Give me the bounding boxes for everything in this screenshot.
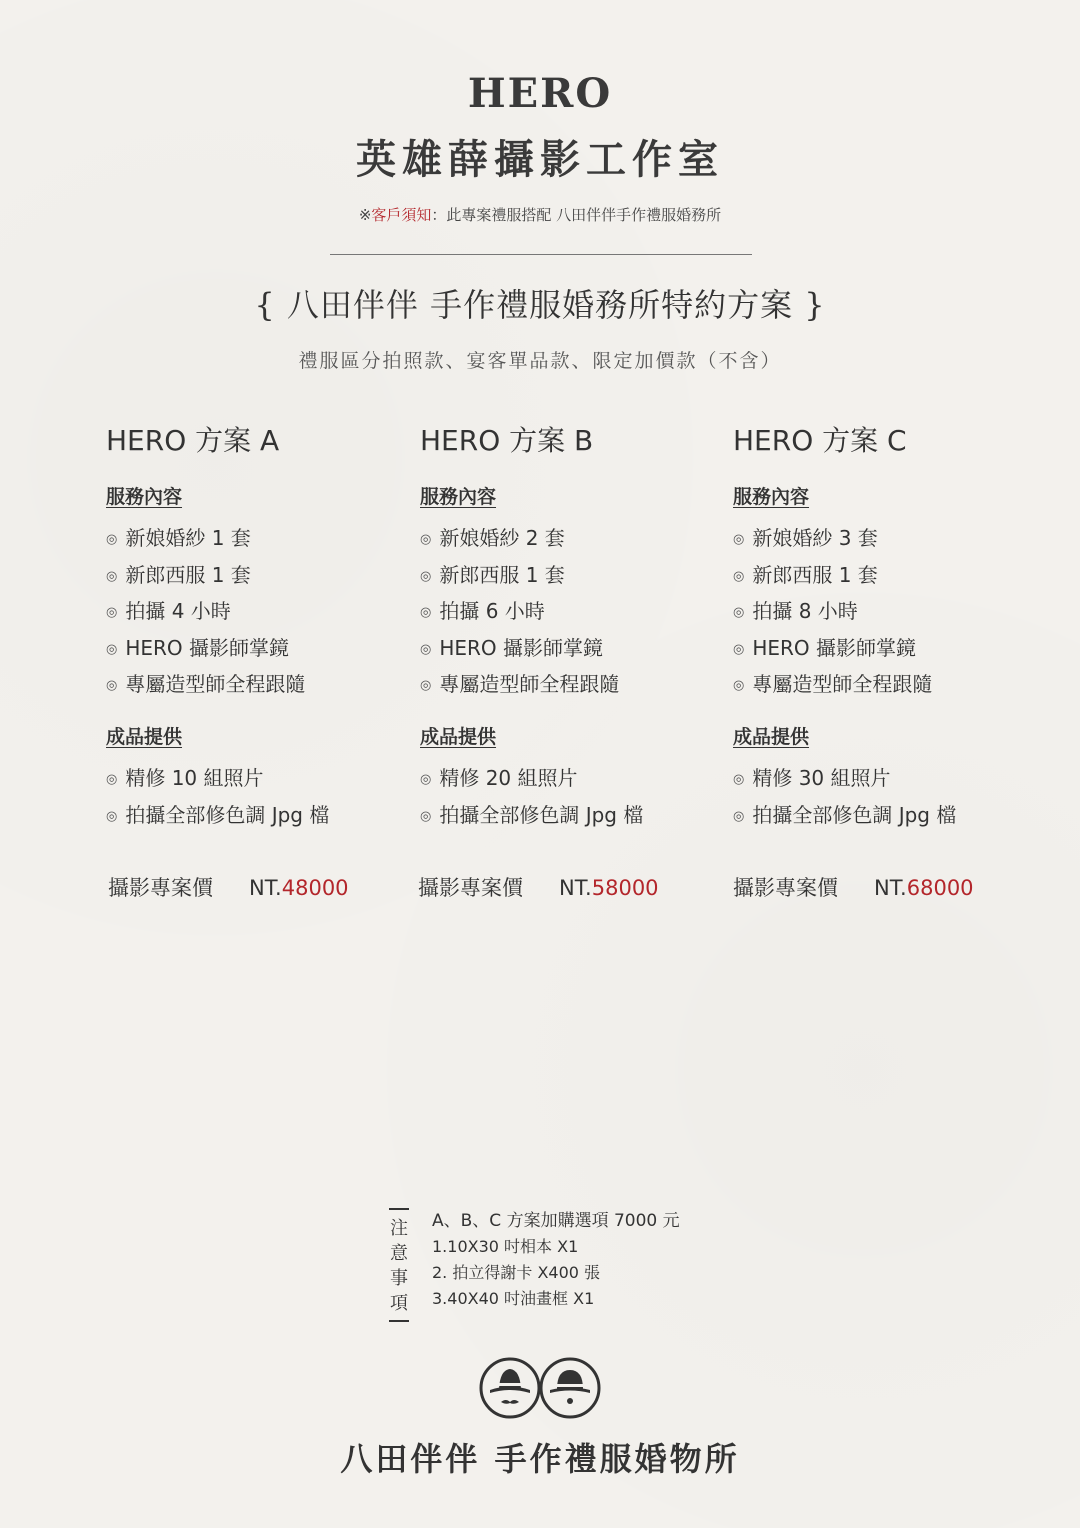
bullet-icon: ◎ bbox=[420, 641, 432, 657]
price-prefix: NT. bbox=[874, 876, 907, 900]
services-list bbox=[106, 520, 406, 703]
notes-line: 2. 拍立得謝卡 X400 張 bbox=[432, 1263, 601, 1282]
list-item: ◎ 專屬造型師全程跟隨 bbox=[733, 672, 933, 696]
price-row-b bbox=[418, 872, 659, 902]
list-item: ◎ HERO 攝影師掌鏡 bbox=[420, 635, 604, 660]
list-item: ◎ 精修 30 組照片 bbox=[733, 766, 891, 790]
price-label: 攝影專案價 bbox=[733, 876, 838, 900]
services-list bbox=[733, 520, 1033, 703]
list-item: ◎ 精修 10 組照片 bbox=[106, 766, 264, 790]
notes-label-text: 注意事項 bbox=[390, 1218, 408, 1314]
bullet-icon: ◎ bbox=[733, 641, 745, 657]
list-item: ◎ 新郎西服 1 套 bbox=[106, 562, 251, 587]
notes-list bbox=[432, 1208, 680, 1312]
notes-line: A、B、C 方案加購選項 7000 元 bbox=[432, 1211, 680, 1231]
studio-name: 英雄薛攝影工作室 bbox=[356, 137, 724, 183]
plan-name: HERO 方案 A bbox=[106, 424, 280, 457]
notes-line: 1.10X30 吋相本 X1 bbox=[432, 1237, 579, 1256]
products-heading: 成品提供 bbox=[420, 726, 497, 748]
price-value: 48000 bbox=[281, 876, 349, 900]
bullet-icon: ◎ bbox=[733, 568, 745, 584]
list-item: ◎ 精修 20 組照片 bbox=[420, 766, 578, 790]
products-heading: 成品提供 bbox=[106, 726, 183, 748]
list-item: ◎ 專屬造型師全程跟隨 bbox=[106, 672, 306, 696]
bullet-icon: ◎ bbox=[420, 568, 432, 584]
bullet-icon: ◎ bbox=[733, 772, 745, 787]
bullet-icon: ◎ bbox=[106, 568, 118, 584]
list-item: ◎ 拍攝全部修色調 Jpg 檔 bbox=[733, 802, 957, 827]
bullet-icon: ◎ bbox=[106, 532, 118, 547]
products-heading: 成品提供 bbox=[733, 726, 810, 748]
bullet-icon: ◎ bbox=[420, 532, 432, 547]
bullet-icon: ◎ bbox=[106, 772, 118, 787]
bullet-icon: ◎ bbox=[106, 641, 118, 657]
list-item: ◎ HERO 攝影師掌鏡 bbox=[106, 635, 290, 660]
plan-column-b bbox=[420, 420, 720, 833]
products-list bbox=[106, 760, 406, 833]
divider bbox=[330, 254, 752, 255]
notes-label bbox=[386, 1216, 412, 1316]
bullet-icon: ◎ bbox=[106, 678, 118, 693]
notice-prefix: ※ bbox=[358, 206, 372, 224]
plan-column-c bbox=[733, 420, 1033, 833]
bullet-icon: ◎ bbox=[106, 808, 118, 824]
list-item: ◎ 新郎西服 1 套 bbox=[420, 562, 565, 587]
price-prefix: NT. bbox=[249, 876, 282, 900]
bullet-icon: ◎ bbox=[733, 605, 745, 620]
notes-label-box bbox=[386, 1208, 412, 1324]
plan-name: HERO 方案 C bbox=[733, 424, 907, 457]
list-item: ◎ 拍攝 6 小時 bbox=[420, 599, 545, 623]
hat-logo-icon bbox=[478, 1356, 602, 1420]
bullet-icon: ◎ bbox=[420, 808, 432, 824]
list-item: ◎ 拍攝 8 小時 bbox=[733, 599, 858, 623]
services-list bbox=[420, 520, 720, 703]
price-label: 攝影專案價 bbox=[108, 876, 213, 900]
list-item: ◎ 專屬造型師全程跟隨 bbox=[420, 672, 620, 696]
plan-column-a bbox=[106, 420, 406, 833]
list-item: ◎ 拍攝全部修色調 Jpg 檔 bbox=[106, 802, 330, 827]
list-item: ◎ 新郎西服 1 套 bbox=[733, 562, 878, 587]
notes-bottom-rule bbox=[389, 1320, 409, 1322]
plan-title: { 八田伴伴 手作禮服婚務所特約方案 } bbox=[254, 286, 826, 324]
bullet-icon: ◎ bbox=[106, 605, 118, 620]
list-item: ◎ HERO 攝影師掌鏡 bbox=[733, 635, 917, 660]
list-item: ◎ 新娘婚紗 1 套 bbox=[106, 526, 251, 550]
price-row-a bbox=[108, 872, 349, 902]
notes-line: 3.40X40 吋油畫框 X1 bbox=[432, 1289, 595, 1308]
bullet-icon: ◎ bbox=[420, 605, 432, 620]
bullet-icon: ◎ bbox=[420, 678, 432, 693]
price-row-c bbox=[733, 872, 974, 902]
services-heading: 服務內容 bbox=[733, 486, 810, 508]
notice-highlight: 客戶須知 bbox=[371, 206, 432, 224]
products-list bbox=[420, 760, 720, 833]
products-list bbox=[733, 760, 1033, 833]
plan-name: HERO 方案 B bbox=[420, 424, 594, 457]
bullet-icon: ◎ bbox=[733, 808, 745, 824]
price-label: 攝影專案價 bbox=[418, 876, 523, 900]
list-item: ◎ 拍攝全部修色調 Jpg 檔 bbox=[420, 802, 644, 827]
list-item: ◎ 新娘婚紗 3 套 bbox=[733, 526, 878, 550]
list-item: ◎ 新娘婚紗 2 套 bbox=[420, 526, 565, 550]
services-heading: 服務內容 bbox=[420, 486, 497, 508]
bullet-icon: ◎ bbox=[733, 532, 745, 547]
footer-partner-name: 八田伴伴 手作禮服婚物所 bbox=[340, 1440, 740, 1478]
bullet-icon: ◎ bbox=[733, 678, 745, 693]
brand-title: HERO bbox=[467, 70, 613, 117]
services-heading: 服務內容 bbox=[106, 486, 183, 508]
notes-top-rule bbox=[389, 1208, 409, 1210]
price-value: 68000 bbox=[906, 876, 974, 900]
subtitle: 禮服區分拍照款、宴客單品款、限定加價款（不含） bbox=[298, 350, 782, 372]
list-item: ◎ 拍攝 4 小時 bbox=[106, 599, 231, 623]
bullet-icon: ◎ bbox=[420, 772, 432, 787]
notice-text: ：此專案禮服搭配 八田伴伴手作禮服婚務所 bbox=[431, 206, 722, 224]
price-value: 58000 bbox=[591, 876, 659, 900]
price-prefix: NT. bbox=[559, 876, 592, 900]
customer-notice bbox=[0, 204, 1080, 225]
